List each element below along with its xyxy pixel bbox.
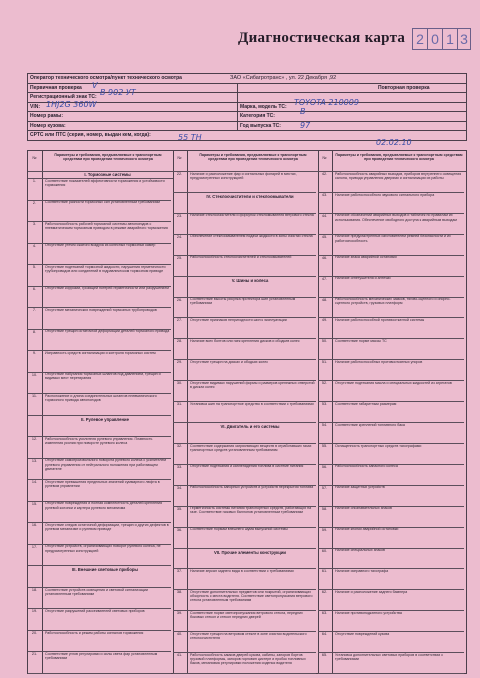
primary-check-label: Первичная проверка [28, 84, 238, 93]
requirement-text: Наличие исправного тахографа [335, 569, 389, 574]
requirement-text: Отсутствие трещин остаточной деформации деталей тормозного привода [45, 329, 170, 334]
requirement-text: Наличие и расположение фар и сигнальных фонарей в местах, предусмотренных конструкцией [190, 171, 297, 180]
col1-num-header: № [32, 156, 37, 160]
row-number: 51. [321, 360, 328, 365]
row-divider [28, 565, 171, 566]
requirement-text: Отсутствие признаков непригодности шин к эксплуатации [190, 318, 287, 323]
frame-row [28, 112, 466, 122]
requirement-text: Соответствие нормам внешнего шума выпускной системы [190, 527, 288, 532]
requirement-text: Работоспособность замков дверей кузова, кабины, запоров бортов грузовой платформы, запоров горловин цистерн и пробок топливных баков, механизма регулировки положения сиденья водителя [190, 652, 306, 666]
row-number: 63. [321, 611, 328, 616]
requirement-text: Отсутствие самопроизвольного поворота рулевого колеса с усилителем рулевого управления от нейтрального положения при работающем двигателе [45, 458, 166, 471]
row-number: 12. [31, 437, 38, 442]
row-number: 58. [321, 506, 328, 511]
operator-label: Оператор технического осмотра/пункт технического осмотра [30, 75, 182, 81]
requirement-text: Исправность средств сигнализации и контроля тормозных систем [45, 350, 156, 355]
requirement-text: Обеспечение стеклоомывателем подачи жидкости в зоны очистки стекла [190, 234, 313, 239]
requirement-text: Наличие работоспособного звукового сигнального прибора [335, 192, 435, 197]
requirement-text: Соответствие показателей эффективности торможения и устойчивости торможения [45, 178, 165, 187]
row-number: 65. [321, 653, 328, 658]
row-number: 32. [176, 443, 183, 448]
row-number: 55. [321, 443, 328, 448]
row-number: 11. [32, 394, 37, 399]
row-number: 52. [321, 381, 328, 386]
requirement-text: Отсутствие трещин на ветровом стекле в зоне очистки водительского стеклоочистителя [190, 631, 307, 640]
row-number: 18. [31, 587, 38, 592]
row-number: 2. [32, 200, 37, 205]
handwritten-year: 97 [300, 121, 311, 130]
frame-label: Номер рамы: [28, 112, 238, 121]
section-title: III. Внешние световые приборы [71, 567, 139, 573]
row-number: 37. [176, 569, 183, 574]
row-number: 33. [176, 464, 183, 469]
row-number: 53. [321, 402, 328, 407]
handwritten-vin: 1HJ2G 360W [46, 100, 97, 109]
requirement-text: Работоспособность и режим работы сигналов торможения [45, 630, 144, 635]
requirement-text: Работоспособность стеклоочистителей и стеклоомывателей [190, 255, 292, 260]
year-label: Год выпуска ТС: [240, 122, 281, 129]
requirement-text: Наличие и расположение заднего бампера [335, 589, 408, 594]
row-number: 44. [321, 213, 328, 218]
row-number: 8. [32, 329, 37, 334]
row-number: 1. [32, 179, 37, 183]
row-number: 36. [176, 527, 183, 532]
row-number: 39. [176, 611, 183, 616]
requirement-text: Соответствие углов регулировки и силы света фар установленным требованиям [45, 652, 158, 661]
category-label: Категория ТС: [240, 113, 275, 119]
requirement-text: Установка шин на транспортное средство в соответствии с требованиями [190, 401, 314, 406]
requirement-text: Наличие предусмотренных изготовителем ремней безопасности и их работоспособность [335, 234, 451, 243]
row-number: 41. [176, 653, 183, 658]
row-number: 62. [321, 590, 328, 595]
row-number: 50. [321, 339, 328, 344]
row-number: 9. [32, 351, 37, 356]
row-number: 43. [321, 192, 328, 197]
handwritten-primary-mark: V [92, 81, 98, 90]
row-number: 13. [31, 458, 38, 463]
row-number: 4. [32, 243, 37, 248]
year-digit-box: 1 [442, 28, 458, 50]
requirement-text: Наличие огнетушителя и аптечки [335, 276, 391, 281]
requirement-text: Работоспособность запорных устройств и устройств перекрытия топлива [190, 485, 314, 490]
row-divider [28, 415, 171, 416]
requirement-text: Работоспособность рабочей тормозной системы автопоездов с пневматическим тормозным приводом в режиме аварийного торможения [45, 221, 168, 230]
row-number: 64. [321, 632, 328, 637]
requirement-text: Отсутствие превышения предельных значений суммарного люфта в рулевом управлении [45, 479, 160, 489]
requirement-text: Наличие специальных знаков [335, 548, 385, 553]
requirement-text: Наличие опознавательных знаков [335, 506, 392, 511]
row-number: 17. [31, 544, 38, 549]
row-divider [173, 192, 316, 193]
reg-label: Регистрационный знак ТС: [28, 93, 238, 102]
row-number: 21. [31, 652, 38, 657]
handwritten-date: 02.02.10 [376, 138, 412, 147]
requirement-text: Отсутствие подтеканий тормозной жидкости, нарушения герметичности трубопроводов или соединений в гидравлическом тормозном приводе [45, 264, 166, 273]
row-number: 47. [321, 276, 328, 281]
row-number: 46. [321, 255, 328, 260]
requirement-text: Отсутствие коррозии, грозящей потерей герметичности или разрушением [45, 286, 169, 291]
requirement-text: Отсутствие повреждения и полная комплектность деталей крепления рулевой колонки и картера рулевого механизма [45, 501, 163, 510]
year-digit-box: 3 [457, 28, 471, 50]
row-number: 30. [176, 381, 183, 386]
requirement-text: Наличие противоподкатного устройства [335, 610, 402, 615]
body-label: Номер кузова: [28, 122, 238, 131]
row-number: 42. [321, 172, 328, 176]
section-title: II. Рулевое управление [81, 416, 129, 422]
row-number: 26. [176, 297, 183, 302]
requirement-text: Соответствие габаритным размерам [335, 401, 397, 406]
section-title: IV. Стеклоочистители и стеклоомыватели [206, 193, 294, 199]
requirement-text: Соответствие креплений топливного бака [335, 422, 405, 427]
requirement-text: Установка дополнительных световых приборов в соответствии с требованиями [335, 652, 444, 661]
col2-requirement-header: Параметры и требования, предъявляемые к транспортным средствам при проведении технического осмотра [199, 153, 307, 162]
row-number: 35. [176, 506, 183, 511]
requirement-text: Отсутствие набухания тормозных шлангов под давлением, трещин и видимых мест перетирания [45, 372, 161, 381]
requirement-text: Соответствие норме светопропускания ветрового стекла, передних боковых стекол и стекол передних дверей [190, 610, 303, 620]
section-brakes-title: I. Тормозные системы [84, 172, 131, 177]
row-number: 24. [176, 234, 183, 239]
row-number: 16. [31, 523, 38, 528]
row-number: 49. [321, 318, 328, 323]
requirement-text: Соответствие высоты рисунка протектора шин установленным требованиям [190, 297, 296, 306]
requirement-text: Работоспособность усилителя рулевого управления. Плавность изменения усилия при повороте рулевого колеса [45, 436, 153, 446]
row-number: 23. [176, 213, 183, 218]
requirement-text: Наличие обозначений аварийных выходов и табличек по правилам их использования. Обеспечение свободного доступа к аварийным выходам [335, 213, 457, 222]
checklist-grid [27, 150, 467, 674]
requirement-text: Наличие защитных устройств [335, 485, 385, 490]
row-number: 45. [321, 234, 328, 239]
row-number: 27. [176, 318, 183, 323]
row-number: 40. [176, 632, 183, 637]
requirement-text: Отсутствие механических повреждений тормозных трубопроводов [45, 307, 157, 312]
requirement-text: Герметичность системы питания транспортных средств, работающих на газе. Соответствие газовых баллонов установленным требованиям [190, 506, 312, 515]
section-title: V. Шины и колеса [231, 277, 269, 283]
row-number: 7. [32, 308, 37, 313]
requirement-text: Работоспособность аварийных выходов, приборов внутреннего освещения салона, привода управления дверями и сигнализации их работы [335, 171, 462, 180]
row-number: 5. [32, 265, 37, 270]
handwritten-reg-number: В 902 УТ [100, 88, 136, 97]
row-number: 31. [176, 402, 183, 407]
year-digit-box: 0 [427, 28, 443, 50]
srts-label: СРТС или ПТС (серия, номер, выдан кем, когда): [30, 132, 151, 138]
handwritten-srts: 55 ТН [178, 133, 202, 142]
col2-num-header: № [177, 156, 182, 160]
requirement-text: Отсутствие следов остаточной деформации, трещин и других дефектов в рулевом механизме и рулевом приводе [45, 522, 169, 532]
row-number: 48. [321, 297, 328, 302]
col3-requirement-header: Параметры и требования, предъявляемые к транспортным средствам при проведении технического осмотра [335, 153, 463, 162]
repeat-check-label: Повторная проверка [378, 84, 430, 91]
row-divider [173, 276, 316, 277]
row-number: 29. [176, 360, 183, 365]
row-number: 38. [176, 590, 183, 595]
requirement-text: Наличие зеркал заднего вида в соответствии с требованиями [190, 569, 294, 574]
requirement-text: Отсутствие подтекания и каплепадения топлива в системе питания [190, 464, 304, 469]
row-number: 19. [31, 609, 38, 614]
requirement-text: Наличие кнопки аварийной остановки [335, 527, 399, 532]
col1-requirement-header: Параметры и требования, предъявляемые к транспортным средствам при проведении технического осмотра [54, 153, 162, 162]
section-title: VI. Двигатель и его системы [220, 424, 280, 429]
requirement-text: Отсутствие дополнительных предметов или покрытий, ограничивающих обзорность с места водителя. Соответствие светопропускания ветрового стекла установленным требованиям [190, 589, 313, 603]
row-divider [173, 548, 316, 549]
row-number: 10. [31, 372, 38, 377]
row-number: 56. [321, 464, 328, 469]
requirement-text: Наличие знака аварийной остановки [335, 255, 397, 260]
row-number: 25. [176, 255, 183, 260]
row-number: 61. [321, 569, 328, 574]
row-number: 14. [31, 480, 38, 485]
requirement-text: Соответствие устройств освещения и световой сигнализации установленным требованиям [45, 587, 148, 596]
row-number: 59. [321, 527, 328, 532]
requirement-text: Отсутствие утечек сжатого воздуха из колесных тормозных камер [45, 243, 156, 248]
requirement-text: Работоспособность запасного колеса [335, 464, 398, 469]
requirement-text: Отсутствие трещин на дисках и ободьях колес [190, 359, 268, 364]
row-divider [173, 673, 316, 674]
section-title: VII. Прочие элементы конструкции [214, 549, 286, 555]
page-title: Диагностическая карта [238, 30, 406, 46]
body-row [28, 122, 466, 132]
row-number: 15. [31, 501, 38, 506]
requirement-text: Отсутствие видимых нарушений формы и размеров крепежных отверстий в дисках колес [190, 380, 315, 389]
year-digit-box: 2 [412, 28, 428, 50]
requirement-text: Соответствие норме массы ТС [335, 338, 387, 343]
requirement-text: Наличие работоспособной противооткатной системы [335, 318, 425, 323]
row-number: 22. [176, 172, 183, 176]
requirement-text: Наличие стеклоочистителя и форсунок стекломывателя ветрового стекла [190, 213, 314, 218]
requirement-text: Отсутствие повреждений кузова [335, 631, 390, 636]
requirement-text: Отсутствие разрушений рассеивателей световых приборов [45, 609, 145, 614]
row-number: 34. [176, 485, 183, 490]
row-divider [318, 673, 464, 674]
row-divider [173, 422, 316, 423]
requirement-text: Работоспособность механических замков, тягово-сцепного и опорно-сцепного устройств, грузовых платформ [335, 297, 451, 306]
requirement-text: Расположение и длина соединительных шлангов пневматического тормозного привода автопоездов [45, 393, 157, 403]
operator-value: ЗАО «Сибагротранс» , ул. 22 Декабря ,92 [230, 75, 337, 81]
requirement-text: Соответствие содержания загрязняющих веществ в отработавших газах транспортных средств установленным требованиям [190, 443, 312, 452]
row-number: 6. [32, 286, 37, 291]
requirement-text: Наличие всех болтов или гаек крепления дисков и ободьев колес [190, 338, 300, 343]
vin-label: VIN: [28, 103, 238, 112]
row-number: 3. [32, 222, 37, 227]
row-number: 28. [176, 339, 183, 344]
row-number: 54. [321, 423, 328, 427]
row-divider [28, 673, 171, 674]
requirement-text: Наличие работоспособных противооткатных упоров [335, 359, 423, 364]
requirement-text: Соответствие разности тормозных сил установленным требованиям [45, 200, 160, 205]
requirement-text: Отсутствие подтекания масла и специальных жидкостей из агрегатов [335, 380, 452, 385]
make-label: Марка, модель ТС: [240, 103, 287, 110]
requirement-text: Отсутствие устройств, ограничивающих поворот рулевого колеса, не предусмотренных конструкцией [45, 544, 161, 553]
col3-num-header: № [322, 156, 327, 160]
row-number: 20. [31, 630, 38, 635]
handwritten-make-model: TOYOTA 210009 [294, 98, 359, 107]
requirement-text: Оснащенность транспортных средств тахографами [335, 443, 422, 448]
handwritten-category: В [300, 107, 306, 116]
row-number: 60. [321, 548, 328, 553]
row-number: 57. [321, 485, 328, 490]
